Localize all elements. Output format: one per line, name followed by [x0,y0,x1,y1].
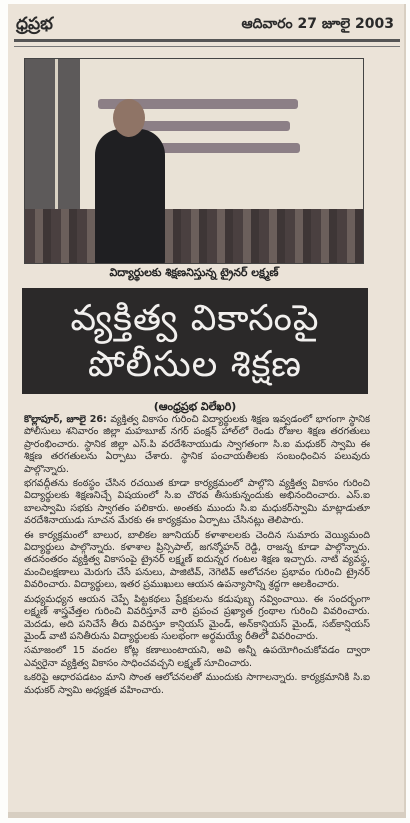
masthead-rule [14,46,400,47]
headline-box [22,288,368,394]
newspaper-clipping [8,4,406,818]
article-paragraph: భగవద్గీతను కంఠస్థం చేసిన రచయిత కూడా కార్యక్రమంలో పాల్గొని వ్యక్తిత్వ వికాసం గురించి విద్యార్థులకు శిక్షణనిచ్చే విషయంలో సి.ఐ చొరవ తీసుకున్నందుకు అభినందించారు. ఎస్.ఐ బాలస్వామి సభకు స్వాగతం పలికారు. అంతకు ముందు సి.ఐ మధుకర్‌స్వామి మాట్లాడుతూ వరదేశినాయుడు సూచన మేరకు ఈ కార్యక్రమం ఏర్పాటు చేసినట్లు తెలిపారు. [24,478,370,527]
paragraph-text: వ్యక్తిత్వ వికాసం గురించి విద్యార్థులకు శిక్షణ ఇవ్వడంలో భాగంగా స్థానిక పోలీసులు శనివారం జిల్లా మహబూబ్ నగర్ పంక్షన్ హాల్‌లో రెండు రోజుల శిక్షణ తరగతులు ప్రారంభించారు. స్థానిక జిల్లా ఎస్.పి వరదేశినాయుడు స్వాగతంగా సి.ఐ మధుకర్ స్వామి ఈ శిక్షణ తరగతులను ఏర్పాటు చేశారు. స్థానిక పంచాయతీలకు సంబంధించిన పలువురు పాల్గొన్నారు. [24,414,370,475]
article-paragraph [24,414,370,476]
article-paragraph: ఒకరిపై ఆధారపడటం మాని సొంత ఆలోచనలతో ముందుకు సాగాలన్నారు. కార్యక్రమానికి సి.ఐ మధుకర్ స్వామి అధ్యక్షత వహించారు. [24,672,370,696]
clipping-edge [8,812,406,818]
speaker-head [113,99,145,137]
article-paragraph: సమాజంలో 15 వందల కోట్ల కణాలుంటాయని, అవి అన్నీ ఉపయోగించుకోవడం ద్వారా ఎవ్వరైనా వ్యక్తిత్వ వికాసం సాధించవచ్చని లక్ష్మణ్ సూచించారు. [24,645,370,669]
article-paragraph: మధ్యమధ్యన ఆయన చెప్పే పిట్టకథలు ప్రేక్షకులను కడుపుబ్బ నవ్వించాయి. ఈ సందర్భంగా లక్ష్మణ్ శాస్త్రవేత్తల గురించి వివరిస్తూనే వారి ప్రపంచ ప్రఖ్యాత గ్రంథాల గురించి వివరించారు. మెదడు, అది పనిచేసే తీరు వివరిస్తూ కాన్షియస్ మైండ్, అన్‌కాన్షియస్ మైండ్, సబ్‌కాన్షియస్ మైండ్ వాటి పనితీరును విద్యార్థులకు సులభంగా అర్థమయ్యే రీతిలో వివరించారు. [24,593,370,642]
masthead [14,10,400,42]
headline-line-1: వ్యక్తిత్వ వికాసంపై [70,298,320,339]
stage-drape [25,209,364,264]
headline-line-2: పోలీసుల శిక్షణ [87,344,303,385]
byline: (ఆంధ్రప్రభ విలేఖరి) [153,400,237,413]
event-photo [24,58,364,264]
newspaper-name: ధ్రప్రభ [16,14,53,34]
publication-date: ఆదివారం 27 జూలై 2003 [241,16,394,32]
article-paragraph: ఈ కార్యక్రమంలో బాలుర, బాలికల జూనియర్ కళాశాలలకు చెందిన సుమారు వెయ్యిమంది విద్యార్థులు పాల్గొన్నారు. కళాశాల ప్రిన్సిపాల్, జగన్మోహన్ రెడ్డి, రాజన్న కూడా పాల్గొన్నారు. తదనంతరం వ్యక్తిత్వ వికాసంపై ట్రైనర్ లక్ష్మణ్ ఐదున్నర గంటల శిక్షణ ఇచ్చారు. నాటి వ్యవస్థ, మంచిలక్షణాలు మెరుగు చేసే పనులు, పాజిటివ్, నెగెటివ్ ఆలోచనల ప్రభావం గురించి ట్రైనర్ వివరించారు. విద్యార్థులు, ఇతర ప్రముఖులు ఆయన ఉపన్యాసాన్ని శ్రద్ధగా ఆలకించారు. [24,529,370,591]
article-body [24,414,370,804]
banner-lettering [140,121,290,131]
photo-caption: విద్యార్థులకు శిక్షణనిస్తున్న ట్రైనర్ లక్ష్మణ్ [109,266,279,279]
dateline: కొల్లాపూర్, జూలై 26: [24,414,107,425]
speaker-figure [95,129,165,264]
